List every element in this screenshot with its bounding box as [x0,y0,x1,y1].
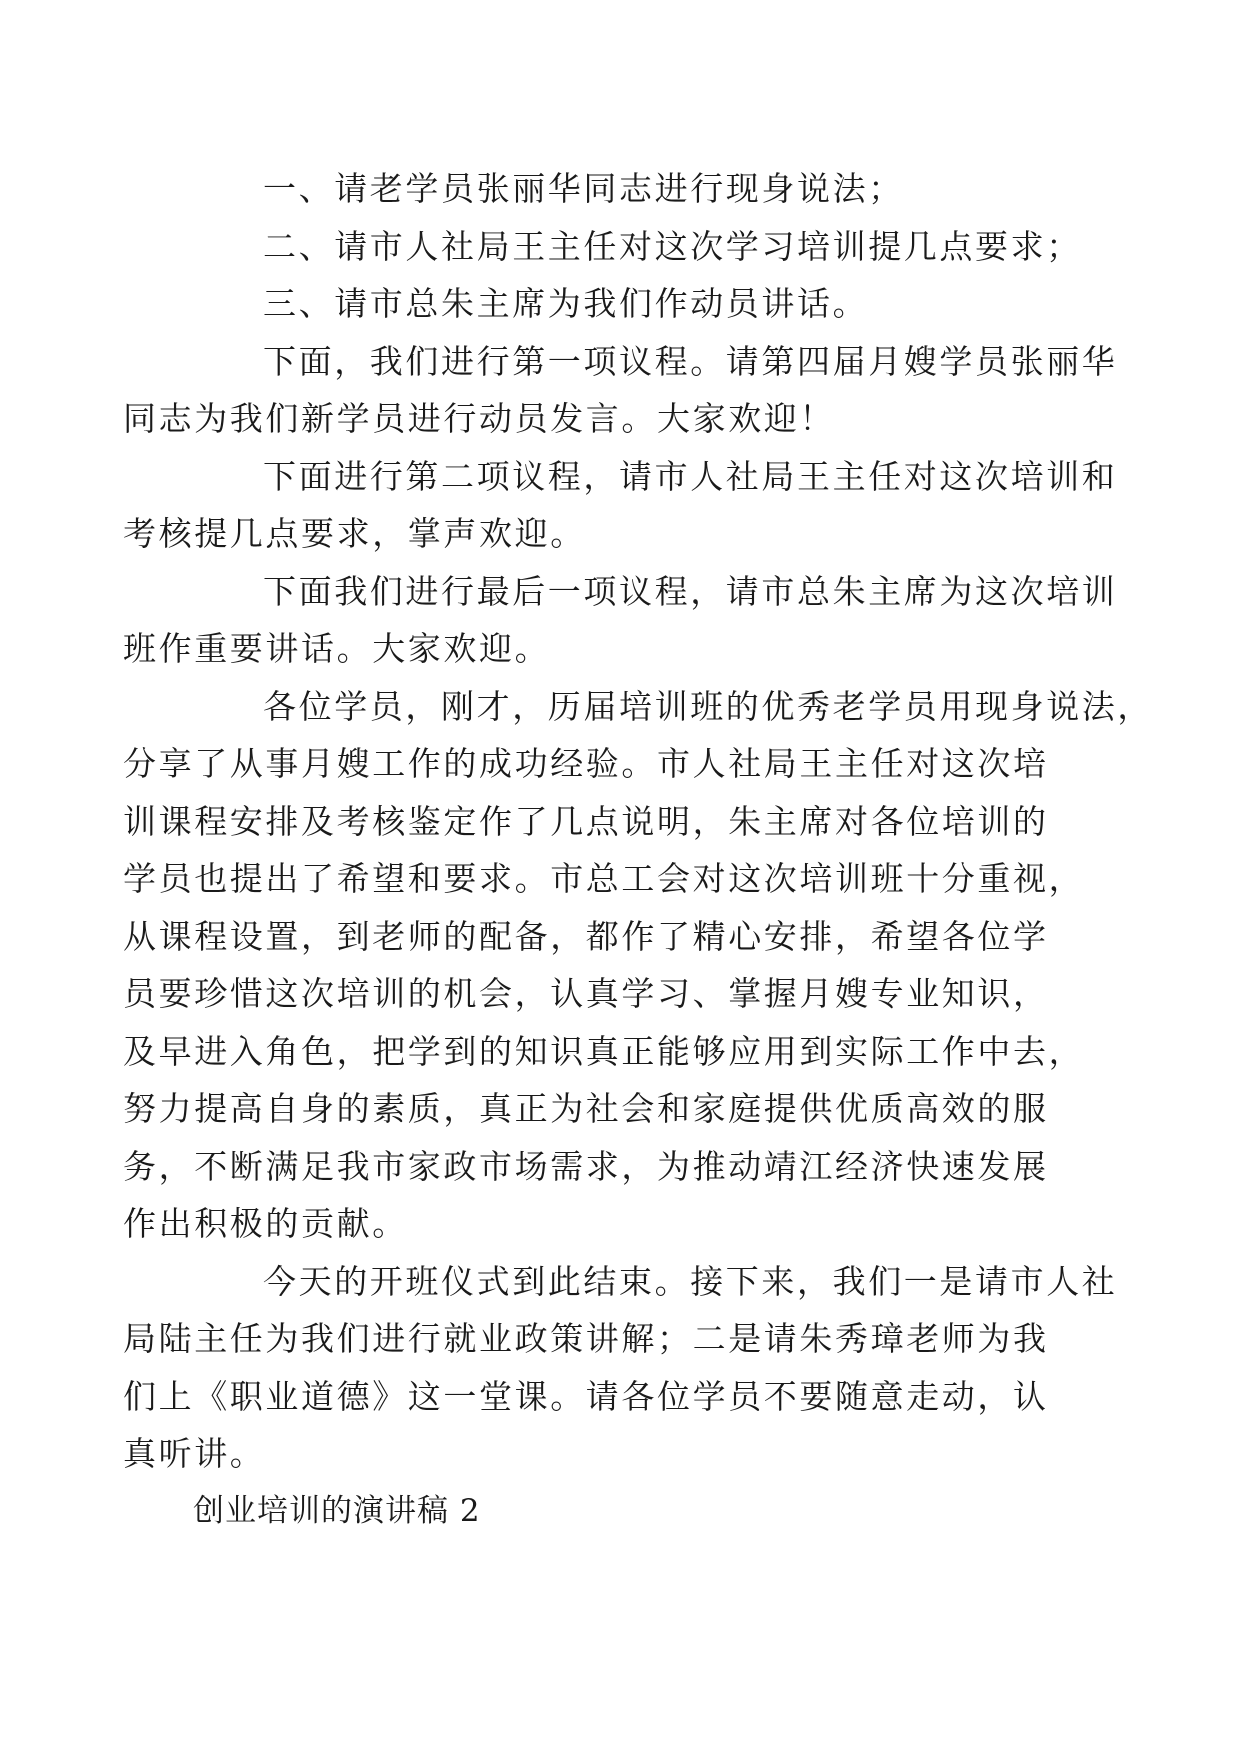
text-line: 员要珍惜这次培训的机会，认真学习、掌握月嫂专业知识， [123,974,1049,1013]
paragraph-second-agenda [123,448,1118,563]
text-line: 下面进行第二项议程，请市人社局王主任对这次培训和 [263,456,1118,496]
agenda-item-1 [193,160,1063,218]
text-line: 务，不断满足我市家政市场需求，为推动靖江经济快速发展 [123,1146,1049,1186]
paragraph-closing [123,1253,1118,1483]
text-line: 三、请市总朱主席为我们作动员讲话。 [263,284,869,323]
paragraph-last-agenda [123,563,1118,678]
text-line: 今天的开班仪式到此结束。接下来，我们一是请市人社 [263,1261,1118,1301]
text-line: 训课程安排及考核鉴定作了几点说明，朱主席对各位培训的 [123,801,1049,841]
text-line: 局陆主任为我们进行就业政策讲解；二是请朱秀璋老师为我 [123,1319,1049,1358]
text-line: 努力提高自身的素质，真正为社会和家庭提供优质高效的服 [123,1089,1049,1128]
paragraph-summary [123,678,1153,1253]
text-line: 各位学员，刚才，历届培训班的优秀老学员用现身说法， [263,686,1153,726]
text-line: 班作重要讲话。大家欢迎。 [123,629,551,668]
text-line: 们上《职业道德》这一堂课。请各位学员不要随意走动，认 [123,1376,1049,1416]
text-line: 考核提几点要求，掌声欢迎。 [123,514,586,553]
section-heading: 创业培训的演讲稿 2 [193,1492,481,1529]
text-line: 二、请市人社局王主任对这次学习培训提几点要求； [263,226,1082,266]
text-line: 同志为我们新学员进行动员发言。大家欢迎！ [123,399,835,438]
agenda-item-2 [193,218,1082,276]
text-line: 下面我们进行最后一项议程，请市总朱主席为这次培训 [263,571,1118,611]
text-line: 一、请老学员张丽华同志进行现身说法； [263,169,904,208]
text-line: 学员也提出了希望和要求。市总工会对这次培训班十分重视， [123,859,1085,898]
text-line: 分享了从事月嫂工作的成功经验。市人社局王主任对这次培 [123,744,1049,783]
agenda-item-3 [193,275,1063,333]
text-line: 作出积极的贡献。 [123,1204,408,1243]
document-body [123,160,1153,1540]
text-line: 从课程设置，到老师的配备，都作了精心安排，希望各位学 [123,916,1049,956]
text-line: 及早进入角色，把学到的知识真正能够应用到实际工作中去， [123,1031,1085,1071]
paragraph-first-agenda [123,333,1118,448]
text-line: 下面，我们进行第一项议程。请第四届月嫂学员张丽华 [263,341,1118,381]
text-line: 真听讲。 [123,1434,266,1473]
